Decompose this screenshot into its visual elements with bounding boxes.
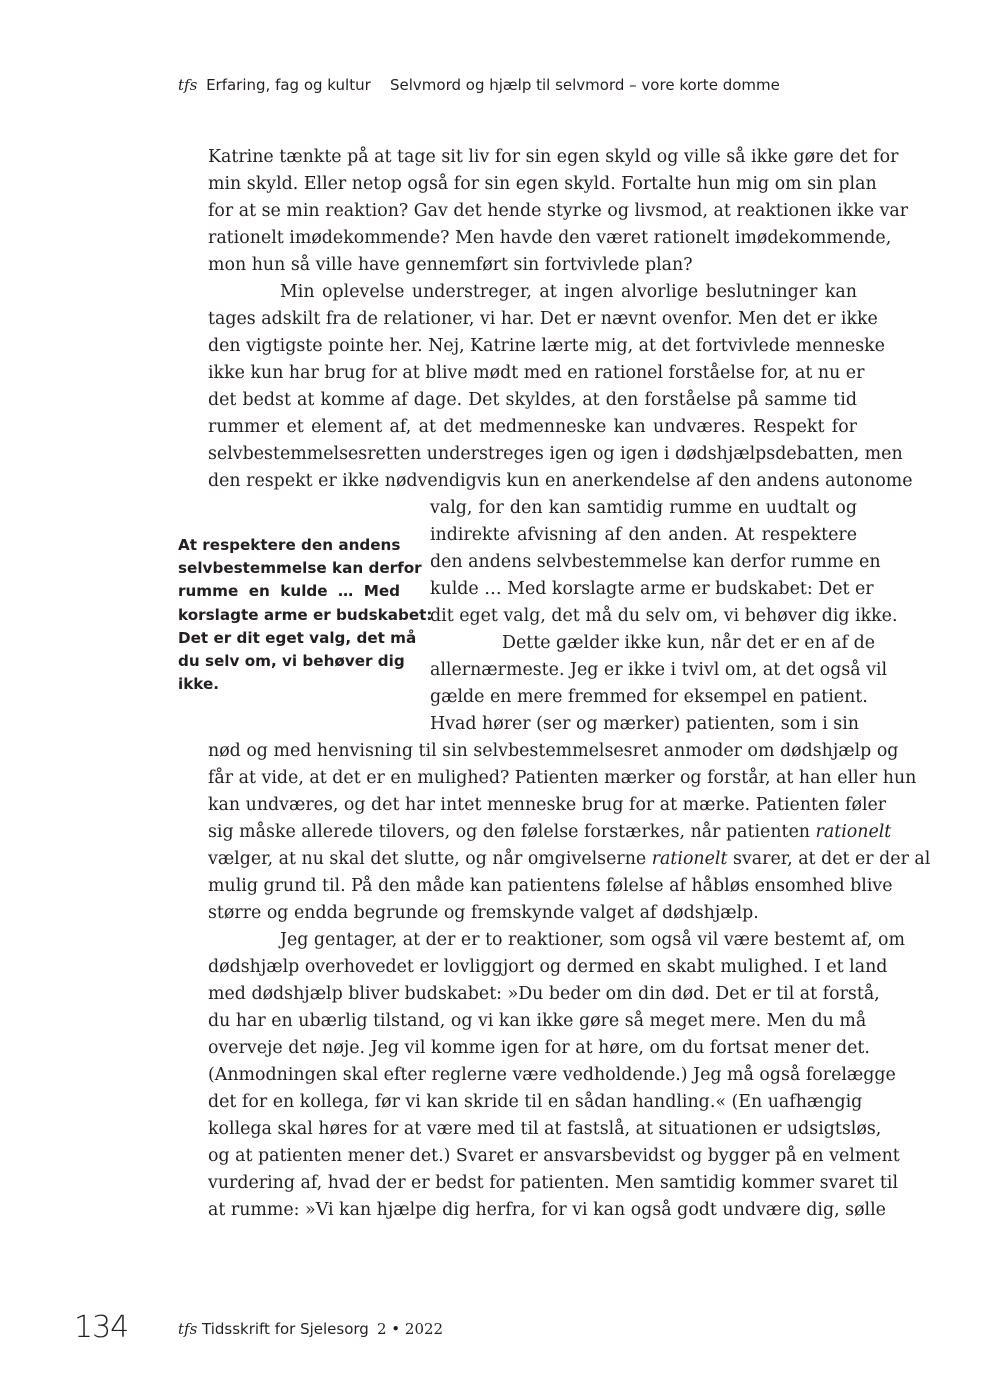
body-line: allernærmeste. Jeg er ikke i tvivl om, at det også vil xyxy=(430,660,888,680)
body-line: får at vide, at det er en mulighed? Patienten mærker og forstår, at han eller hun xyxy=(208,768,917,788)
body-line: at rumme: »Vi kan hjælpe dig herfra, for vi kan også godt undvære dig, sølle xyxy=(208,1200,886,1220)
pull-quote-line: ikke. xyxy=(178,675,220,694)
pull-quote-line: selvbestemmelse kan derfor xyxy=(178,559,422,578)
body-line: valg, for den kan samtidig rumme en uudtalt og xyxy=(430,498,857,518)
body-line: du har en ubærlig tilstand, og vi kan ikke gøre så meget mere. Men du må xyxy=(208,1011,867,1031)
page-footer xyxy=(74,1310,774,1350)
journal-name: Tidsskrift for Sjelesorg xyxy=(202,1320,369,1338)
body-line: Jeg gentager, at der er to reaktioner, som også vil være bestemt af, om xyxy=(280,930,905,950)
pull-quote-line: korslagte arme er budskabet: xyxy=(178,605,433,624)
body-line: sig måske allerede tilovers, og den følelse forstærkes, når patienten rationelt xyxy=(208,822,892,842)
body-line: nød og med henvisning til sin selvbestemmelsesret anmoder om dødshjælp og xyxy=(208,741,899,761)
section-name: Erfaring, fag og kultur xyxy=(206,76,371,94)
body-line: rationelt imødekommende? Men havde den været rationelt imødekommende, xyxy=(208,228,892,248)
body-line: det for en kollega, før vi kan skride til en sådan handling.« (En uafhængig xyxy=(208,1092,863,1112)
body-line: den andens selvbestemmelse kan derfor rumme en xyxy=(430,552,881,572)
body-line: overveje det nøje. Jeg vil komme igen for at høre, om du fortsat mener det. xyxy=(208,1038,870,1058)
body-line: (Anmodningen skal efter reglerne være vedholdende.) Jeg må også forelægge xyxy=(208,1065,896,1085)
body-line: indirekte afvisning af den anden. At respektere xyxy=(430,525,857,545)
body-line: Katrine tænkte på at tage sit liv for sin egen skyld og ville så ikke gøre det for xyxy=(208,147,899,167)
body-line: selvbestemmelsesretten understreges igen og igen i dødshjælpsdebatten, men xyxy=(208,444,903,464)
body-line: med dødshjælp bliver budskabet: »Du beder om din død. Det er til at forstå, xyxy=(208,984,880,1004)
body-line: den vigtigste pointe her. Nej, Katrine lærte mig, at det fortvivlede menneske xyxy=(208,336,885,356)
body-line: for at se min reaktion? Gav det hende styrke og livsmod, at reaktionen ikke var xyxy=(208,201,909,221)
body-line: større og endda begrunde og fremskynde valget af dødshjælp. xyxy=(208,903,759,923)
running-header xyxy=(178,76,878,100)
body-line: Dette gælder ikke kun, når det er en af de xyxy=(502,633,876,653)
pull-quote-line: Det er dit eget valg, det må xyxy=(178,628,417,647)
body-line: det bedst at komme af dage. Det skyldes, at den forståelse på samme tid xyxy=(208,390,857,410)
body-line: Min oplevelse understreger, at ingen alvorlige beslutninger kan xyxy=(280,282,857,302)
body-line: vurdering af, hvad der er bedst for patienten. Men samtidig kommer svaret til xyxy=(208,1173,899,1193)
body-line: Hvad hører (ser og mærker) patienten, som i sin xyxy=(430,714,859,734)
pull-quote-line: du selv om, vi behøver dig xyxy=(178,652,405,670)
body-line: den respekt er ikke nødvendigvis kun en anerkendelse af den andens autonome xyxy=(208,471,913,491)
body-line: mulig grund til. På den måde kan patientens følelse af håbløs ensomhed blive xyxy=(208,876,893,896)
body-line: dit eget valg, det må du selv om, vi behøver dig ikke. xyxy=(430,606,898,626)
body-line: rummer et element af, at det medmenneske kan undværes. Respekt for xyxy=(208,417,857,437)
page-number: 134 xyxy=(74,1310,129,1345)
body-line: kollega skal høres for at være med til at fastslå, at situationen er udsigtsløs, xyxy=(208,1119,882,1139)
pull-quote-line: At respektere den andens xyxy=(178,536,401,554)
body-line: vælger, at nu skal det slutte, og når omgivelserne rationelt svarer, at det er der al xyxy=(208,849,931,869)
body-line: ikke kun har brug for at blive mødt med en rationel forståelse for, at nu er xyxy=(208,363,865,383)
journal-abbreviation: tfs xyxy=(178,1320,198,1338)
journal-abbreviation: tfs xyxy=(178,76,198,94)
emphasis: rationelt xyxy=(651,849,728,869)
body-line: dødshjælp overhovedet er lovliggjort og dermed en skabt mulighed. I et land xyxy=(208,957,888,977)
body-line: gælde en mere fremmed for eksempel en patient. xyxy=(430,687,868,707)
body-line: mon hun så ville have gennemført sin fortvivlede plan? xyxy=(208,255,693,275)
body-line: min skyld. Eller netop også for sin egen skyld. Fortalte hun mig om sin plan xyxy=(208,174,877,194)
issue-number: 2 • 2022 xyxy=(377,1320,444,1338)
article-title: Selvmord og hjælp til selvmord – vore korte domme xyxy=(390,76,780,94)
body-line: kan undværes, og det har intet menneske brug for at mærke. Patienten føler xyxy=(208,795,887,815)
pull-quote-line: rumme en kulde … Med xyxy=(178,582,400,601)
body-line: kulde … Med korslagte arme er budskabet: Det er xyxy=(430,579,874,599)
body-line: og at patienten mener det.) Svaret er ansvarsbevidst og bygger på en velment xyxy=(208,1146,900,1166)
emphasis: rationelt xyxy=(815,822,892,842)
body-line: tages adskilt fra de relationer, vi har. Det er nævnt ovenfor. Men det er ikke xyxy=(208,309,878,329)
